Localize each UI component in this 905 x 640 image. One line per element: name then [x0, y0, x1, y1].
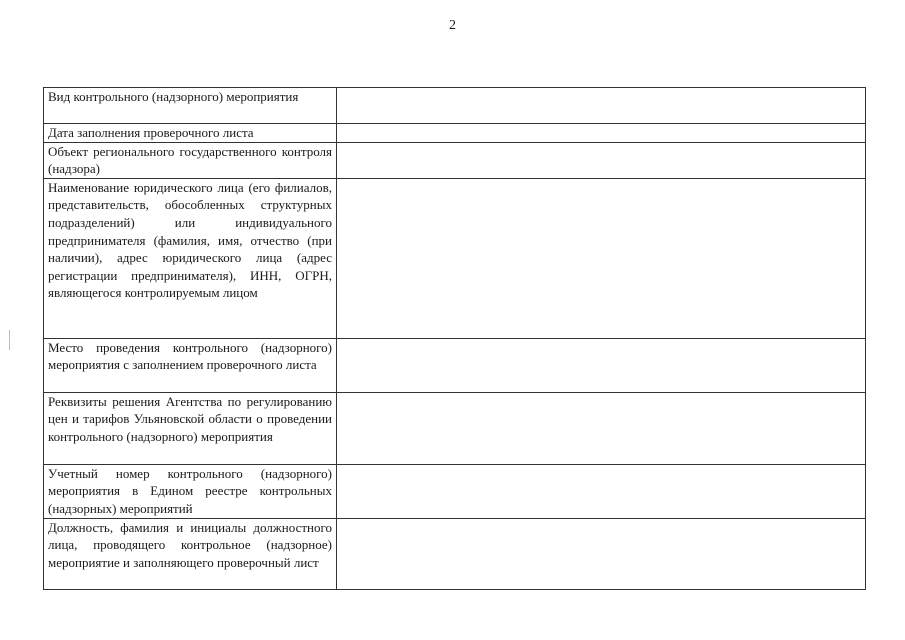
- table-row: [44, 142, 866, 178]
- table-row: [44, 124, 866, 143]
- row-value-agency-decision[interactable]: [337, 392, 866, 464]
- inspection-checklist-table: [43, 87, 866, 590]
- scan-artifact-line: [9, 330, 10, 350]
- row-value-event-location[interactable]: [337, 338, 866, 392]
- row-label-control-object: Объект регионального государственного контроля (надзора): [44, 142, 337, 178]
- row-value-registry-number[interactable]: [337, 464, 866, 518]
- table-row: [44, 178, 866, 338]
- row-value-fill-date[interactable]: [337, 124, 866, 143]
- row-value-control-object[interactable]: [337, 142, 866, 178]
- row-label-official: Должность, фамилия и инициалы должностного лица, проводящего контрольное (надзорное) мероприятие и заполняющего проверочный лист: [44, 518, 337, 589]
- row-value-event-type[interactable]: [337, 88, 866, 124]
- row-value-legal-entity[interactable]: [337, 178, 866, 338]
- page-number: 2: [449, 18, 456, 33]
- table-row: [44, 392, 866, 464]
- row-label-fill-date: Дата заполнения проверочного листа: [44, 124, 337, 143]
- table-row: [44, 518, 866, 589]
- table-row: [44, 464, 866, 518]
- row-label-event-type: Вид контрольного (надзорного) мероприятия: [44, 88, 337, 124]
- table-row: [44, 338, 866, 392]
- row-label-legal-entity: Наименование юридического лица (его филиалов, представительств, обособленных структурных подразделений) или индивидуального предпринимателя (фамилия, имя, отчество (при наличии), адрес юридического лица (адрес регистрации предпринимателя), ИНН, ОГРН, являющегося контролируемым лицом: [44, 178, 337, 338]
- row-label-registry-number: Учетный номер контрольного (надзорного) мероприятия в Едином реестре контрольных (надзорных) мероприятий: [44, 464, 337, 518]
- row-value-official[interactable]: [337, 518, 866, 589]
- row-label-event-location: Место проведения контрольного (надзорного) мероприятия с заполнением проверочного листа: [44, 338, 337, 392]
- table-row: [44, 88, 866, 124]
- row-label-agency-decision: Реквизиты решения Агентства по регулированию цен и тарифов Ульяновской области о проведении контрольного (надзорного) мероприятия: [44, 392, 337, 464]
